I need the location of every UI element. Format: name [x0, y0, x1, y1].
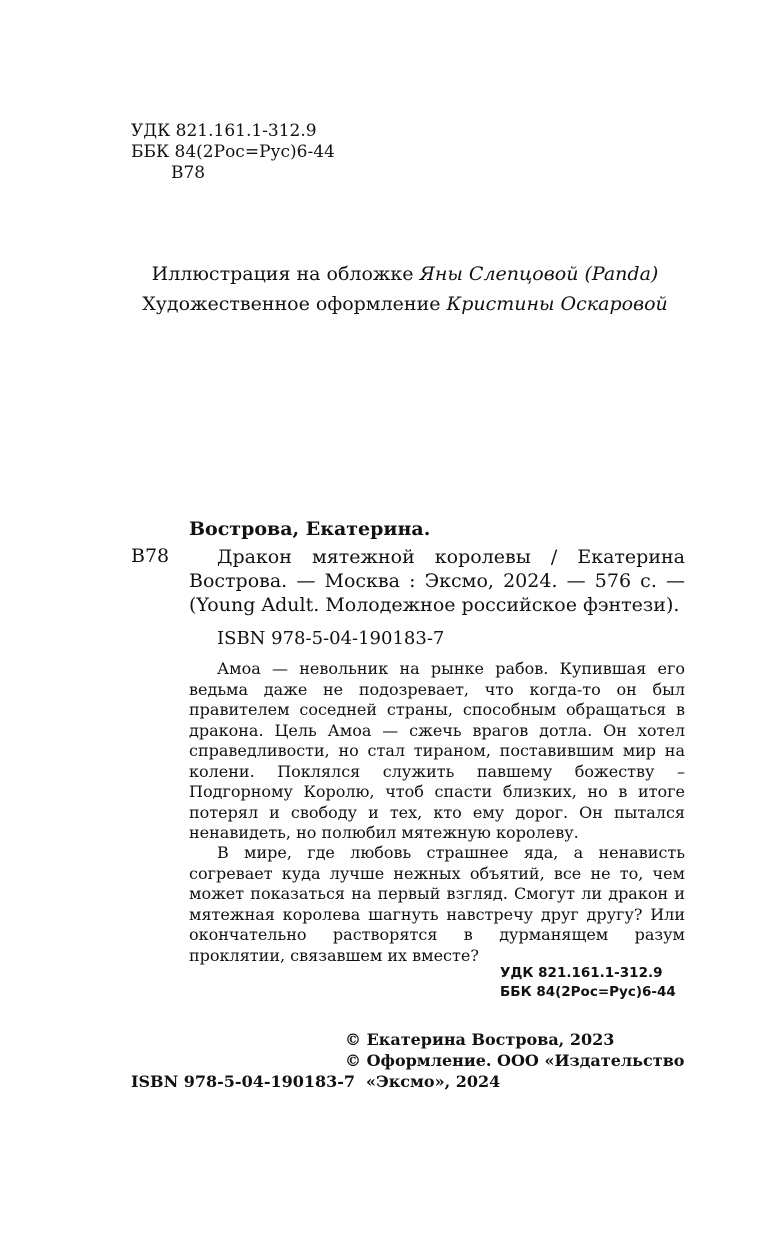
- footer-udk: УДК 821.161.1-312.9: [500, 965, 663, 981]
- design-credit: [0, 293, 768, 315]
- author-sign-code: В78: [171, 163, 206, 183]
- udk-code: УДК 821.161.1-312.9: [131, 121, 317, 141]
- footer-bbk: ББК 84(2Рос=Рус)6-44: [500, 984, 676, 1000]
- bbk-code: ББК 84(2Рос=Рус)6-44: [131, 142, 335, 162]
- copyright-design-line-2: «Эксмо», 2024: [366, 1072, 501, 1091]
- copyright-author: © Екатерина Вострова, 2023: [345, 1030, 615, 1049]
- annotation-paragraph-2: В мире, где любовь страшнее яда, а ненависть согревает куда лучше нежных объятий, все не то, чем может показаться на первый взгляд. Смогут ли дракон и мятежная королева шагнуть навстречу друг другу? Или окончательно растворятся в дурманящем разум проклятии, связавшем их вместе?: [189, 843, 685, 965]
- illustration-name: Яны Слепцовой (Panda): [419, 263, 659, 285]
- catalog-isbn: ISBN 978-5-04-190183-7: [217, 628, 445, 649]
- copyright-design-line-1: © Оформление. ООО «Издательство: [345, 1051, 685, 1070]
- illustration-label: Иллюстрация на обложке: [151, 263, 414, 285]
- illustration-credit: [0, 263, 768, 285]
- catalog-description: Дракон мятежной королевы / Екатерина Вострова. — Москва : Эксмо, 2024. — 576 с. — (Young Adult. Молодежное российское фэнтези).: [189, 546, 685, 616]
- annotation-paragraph-1: Амоа — невольник на рынке рабов. Купившая его ведьма даже не подозревает, что когда-то он был правителем соседней страны, способным обращаться в дракона. Цель Амоа — сжечь врагов дотла. Он хотел справедливости, но стал тираном, поставившим мир на колени. Поклялся служить павшему божеству – Подгорному Королю, чтоб спасти близких, но в итоге потерял и свободу и тех, кто ему дорог. Он пытался ненавидеть, но полюбил мятежную королеву.: [189, 659, 685, 842]
- design-name: Кристины Оскаровой: [446, 293, 668, 315]
- catalog-author: Вострова, Екатерина.: [189, 518, 431, 540]
- design-label: Художественное оформление: [142, 293, 441, 315]
- catalog-code: В78: [131, 545, 170, 567]
- footer-isbn: ISBN 978-5-04-190183-7: [131, 1072, 356, 1091]
